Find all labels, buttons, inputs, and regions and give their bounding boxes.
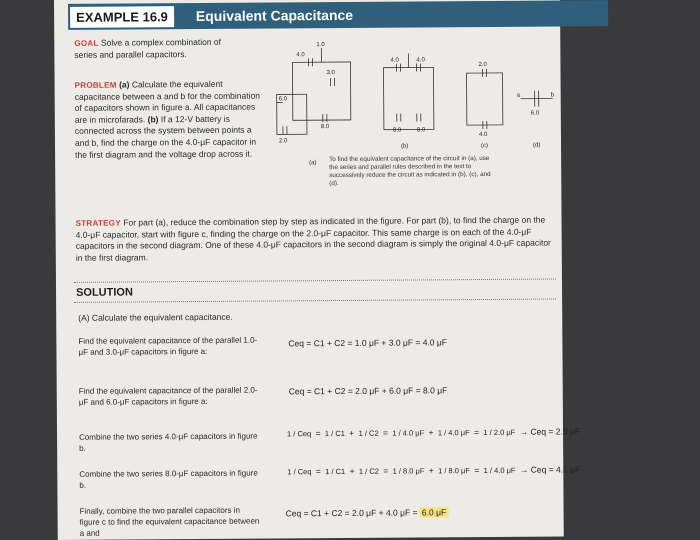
step-3-label: Combine the two series 4.0-μF capacitors in figure b. [79, 431, 258, 453]
node-a: a [516, 92, 521, 99]
step-4-frac-2: 1 / C1 [325, 467, 346, 477]
step-4-label: Combine the two series 8.0-μF capacitors in figure b. [79, 468, 258, 490]
divider-top [74, 279, 556, 283]
example-header [68, 0, 608, 30]
example-title: Equivalent Capacitance [195, 6, 354, 25]
step-3-frac-5: 1 / 4.0 μF [437, 428, 470, 438]
divider-bottom [74, 299, 556, 303]
cap-c-1: 2.0 [478, 61, 487, 69]
step-5-eq-text: Ceq = C1 + C2 = 2.0 μF + 4.0 μF = [285, 507, 418, 519]
step-1-equation: Ceq = C1 + C2 = 1.0 μF + 3.0 μF = 4.0 μF [288, 337, 447, 349]
fig-label-d: (d) [533, 142, 541, 149]
cap-b-2: 4.0 [416, 57, 425, 64]
cap-a-4: 8.0 [320, 124, 330, 131]
fig-label-b: (b) [401, 143, 409, 150]
step-3-result: Ceq = 2.0 μF [530, 426, 581, 437]
step-4-frac-6: 1 / 4.0 μF [483, 466, 516, 476]
step-3-frac-4: 1 / 4.0 μF [392, 428, 425, 438]
goal-section [74, 37, 244, 61]
cap-a-5: 2.0 [278, 138, 288, 145]
strategy-section [76, 215, 554, 265]
final-answer-highlight: 6.0 μF [421, 507, 447, 518]
step-4-equation: 1 / Ceq = 1 / C1 + 1 / C2 = 1 / 8.0 μF + 1 / 8.0 μF = 1 / 4.0 μF → Ceq = 4.0 μF [287, 464, 581, 477]
step-4-frac-5: 1 / 8.0 μF [438, 466, 470, 476]
strategy-label: STRATEGY [75, 218, 121, 228]
cap-b-3: 8.0 [392, 127, 402, 134]
step-2-equation: Ceq = C1 + C2 = 2.0 μF + 6.0 μF = 8.0 μF [288, 385, 448, 397]
cap-d-1: 6.0 [530, 110, 540, 117]
example-number: EXAMPLE 16.9 [70, 6, 174, 28]
problem-text-b: If a 12-V battery is connected across the system between points a and b, find the charge on the 4.0-μF capacitor in the first diagram and the voltage drop across it. [74, 113, 257, 160]
goal-label: GOAL [74, 38, 99, 48]
cap-a-3: 3.0 [326, 70, 335, 77]
cap-b-1: 4.0 [390, 57, 399, 64]
step-3-frac-3: 1 / C2 [358, 428, 379, 439]
step-4-frac-3: 1 / C2 [358, 466, 379, 477]
figure-caption: To find the equivalent capacitance of the circuit in (a), use the series and parallel rules described in the text to successively reduce the circuit as indicated in (b), (c), and (d). [329, 154, 491, 188]
step-5-label: Finally, combine the two parallel capacitors in figure c to find the equivalent capacitance between a and [79, 505, 260, 538]
step-2-label: Find the equivalent capacitance of the parallel 2.0-μF and 6.0-μF capacitors in figure a: [78, 385, 258, 407]
problem-section [75, 79, 266, 161]
fig-label-c: (c) [481, 142, 489, 150]
cap-c-2: 4.0 [478, 131, 488, 139]
strategy-text: For part (a), reduce the combination step by step as indicated in the figure. For part (b), to find the charge on the 4.0-μF capacitor, start with figure c, finding the charge on the 2.0-μF capacitor. This same charge is on each of the 4.0-μF capacitors in the second diagram. One of these 4.0-μF capacitors in the second diagram is simply the original 4.0-μF capacitor in the first diagram. [75, 214, 551, 263]
step-1-label: Find the equivalent capacitance of the parallel 1.0-μF and 3.0-μF capacitors in figure a: [78, 335, 258, 357]
problem-text-a: Calculate the equivalent capacitance between a and b for the combination of capacitors shown in figure a. All capacitances are in microfarads. [74, 78, 260, 125]
solution-heading: SOLUTION [76, 286, 133, 299]
circuit-a-loop [292, 62, 350, 120]
problem-part-b: (b) [147, 114, 159, 125]
node-b: b [550, 92, 555, 99]
step-3-frac-1: 1 / Ceq [287, 429, 312, 439]
solution-part-a: (A) Calculate the equivalent capacitance. [78, 311, 233, 323]
step-3-equation: 1 / Ceq = 1 / C1 + 1 / C2 = 1 / 4.0 μF + 1 / 4.0 μF = 1 / 2.0 μF → Ceq = 2.0 μF [287, 426, 581, 439]
step-4-frac-4: 1 / 8.0 μF [392, 466, 425, 476]
step-3-frac-2: 1 / C1 [324, 429, 345, 439]
step-4-result: Ceq = 4.0 μF [530, 464, 581, 475]
cap-a-6: 6.0 [278, 96, 288, 103]
problem-part-a: (a) [119, 79, 130, 90]
circuit-b-loop [383, 67, 433, 129]
textbook-page [54, 0, 581, 540]
step-5-equation [286, 507, 449, 518]
fig-label-a: (a) [309, 160, 317, 167]
cap-a-2: 4.0 [296, 52, 305, 59]
step-4-frac-1: 1 / Ceq [287, 467, 312, 477]
step-3-frac-6: 1 / 2.0 μF [483, 428, 516, 438]
cap-a-1: 1.0 [316, 42, 325, 49]
circuit-c-loop [467, 73, 503, 125]
cap-b-4: 8.0 [416, 127, 426, 134]
problem-label: PROBLEM [74, 80, 117, 90]
goal-text: Solve a complex combination of series and parallel capacitors. [74, 36, 222, 60]
